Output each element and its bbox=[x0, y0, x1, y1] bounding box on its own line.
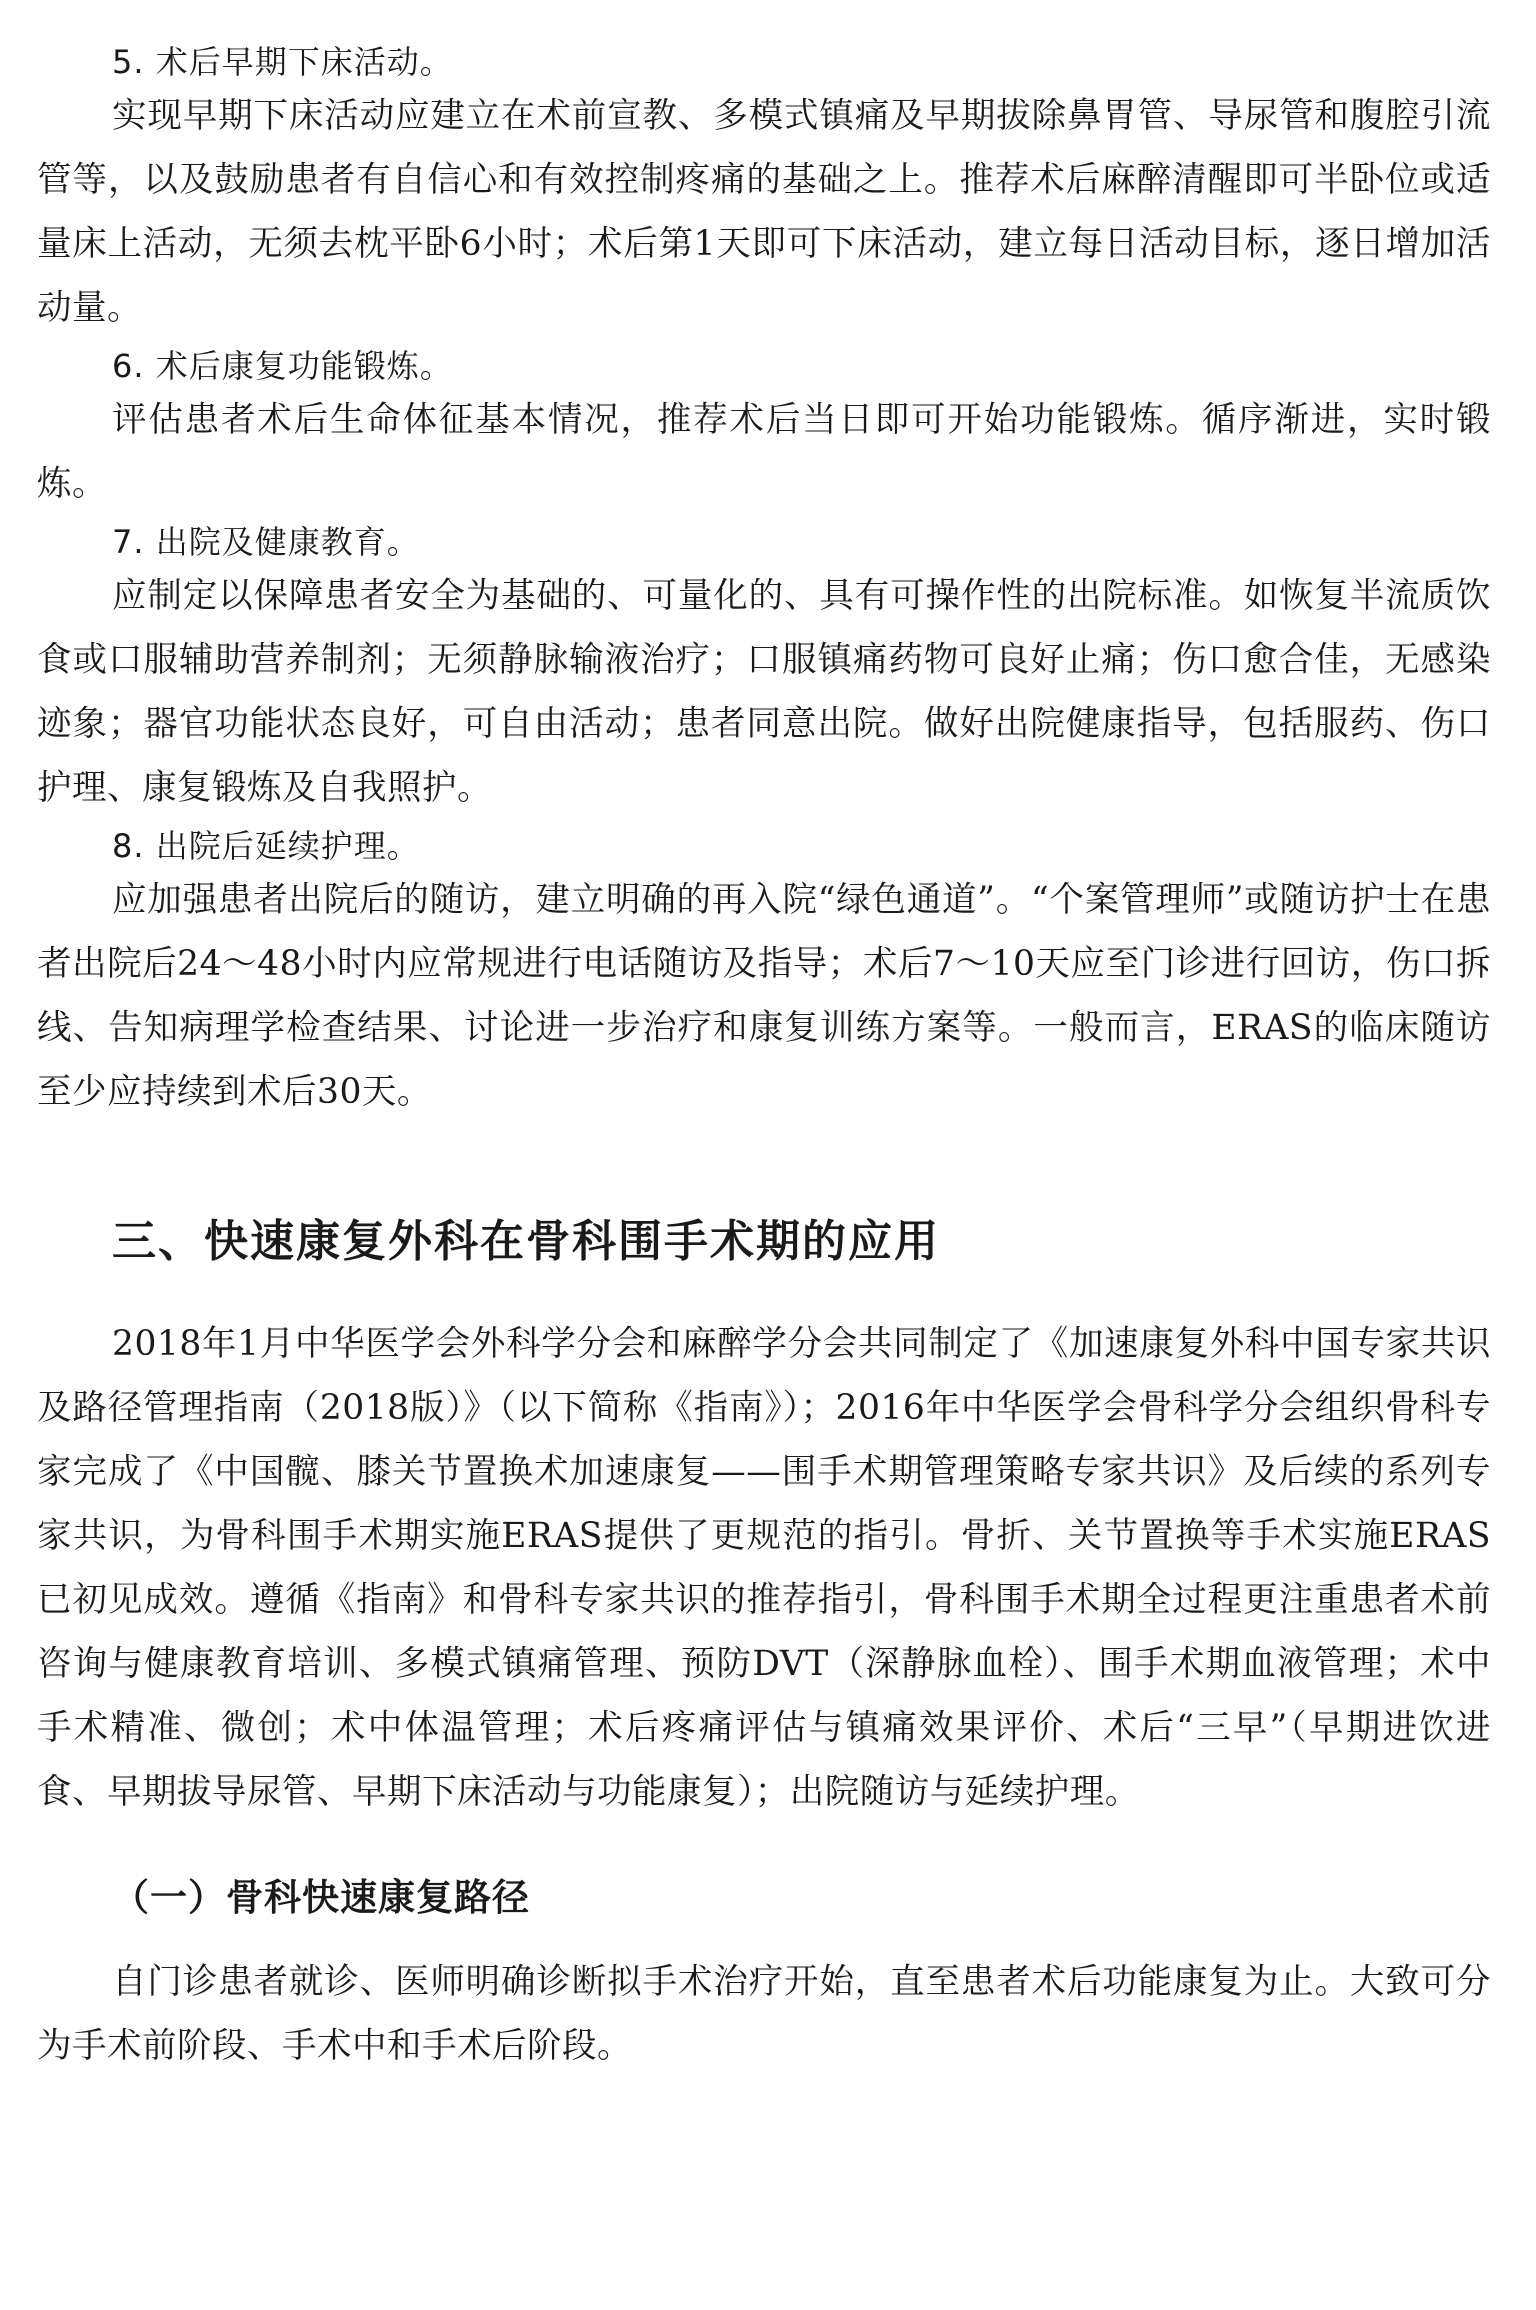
subsection-body: 自门诊患者就诊、医师明确诊断拟手术治疗开始，直至患者术后功能康复为止。大致可分为手术前阶段、手术中和手术后阶段。 bbox=[37, 1962, 1491, 2066]
subsection-title: （一）骨科快速康复路径 bbox=[112, 1876, 530, 1919]
item-heading-rehab-exercise: 6. 术后康复功能锻炼。 bbox=[112, 347, 453, 385]
section-title: 三、快速康复外科在骨科围手术期的应用 bbox=[112, 1216, 940, 1267]
item-body-continued-care: 应加强患者出院后的随访，建立明确的再入院“绿色通道”。“个案管理师”或随访护士在患者出院后24～48小时内应常规进行电话随访及指导；术后7～10天应至门诊进行回访，伤口拆线、告知病理学检查结果、讨论进一步治疗和康复训练方案等。一般而言，ERAS的临床随访至少应持续到术后30天。 bbox=[37, 880, 1491, 1112]
item-heading-continued-care: 8. 出院后延续护理。 bbox=[112, 827, 420, 865]
section-body: 2018年1月中华医学会外科学分会和麻醉学分会共同制定了《加速康复外科中国专家共识及路径管理指南（2018版）》（以下简称《指南》）；2016年中华医学会骨科学分会组织骨科专家完成了《中国髋、膝关节置换术加速康复——围手术期管理策略专家共识》及后续的系列专家共识，为骨科围手术期实施ERAS提供了更规范的指引。骨折、关节置换等手术实施ERAS已初见成效。遵循《指南》和骨科专家共识的推荐指引，骨科围手术期全过程更注重患者术前咨询与健康教育培训、多模式镇痛管理、预防DVT（深静脉血栓）、围手术期血液管理；术中手术精准、微创；术中体温管理；术后疼痛评估与镇痛效果评价、术后“三早”（早期进饮进食、早期拔导尿管、早期下床活动与功能康复）；出院随访与延续护理。 bbox=[37, 1324, 1491, 1812]
item-heading-discharge-education: 7. 出院及健康教育。 bbox=[112, 523, 420, 561]
document-page bbox=[37, 40, 1491, 2078]
item-body-discharge-education: 应制定以保障患者安全为基础的、可量化的、具有可操作性的出院标准。如恢复半流质饮食或口服辅助营养制剂；无须静脉输液治疗；口服镇痛药物可良好止痛；伤口愈合佳，无感染迹象；器官功能状态良好，可自由活动；患者同意出院。做好出院健康指导，包括服药、伤口护理、康复锻炼及自我照护。 bbox=[37, 576, 1491, 808]
item-body-rehab-exercise: 评估患者术后生命体征基本情况，推荐术后当日即可开始功能锻炼。循序渐进，实时锻炼。 bbox=[37, 400, 1491, 504]
item-body-early-ambulation: 实现早期下床活动应建立在术前宣教、多模式镇痛及早期拔除鼻胃管、导尿管和腹腔引流管等，以及鼓励患者有自信心和有效控制疼痛的基础之上。推荐术后麻醉清醒即可半卧位或适量床上活动，无须去枕平卧6小时；术后第1天即可下床活动，建立每日活动目标，逐日增加活动量。 bbox=[37, 96, 1491, 328]
item-heading-early-ambulation: 5. 术后早期下床活动。 bbox=[112, 43, 453, 81]
